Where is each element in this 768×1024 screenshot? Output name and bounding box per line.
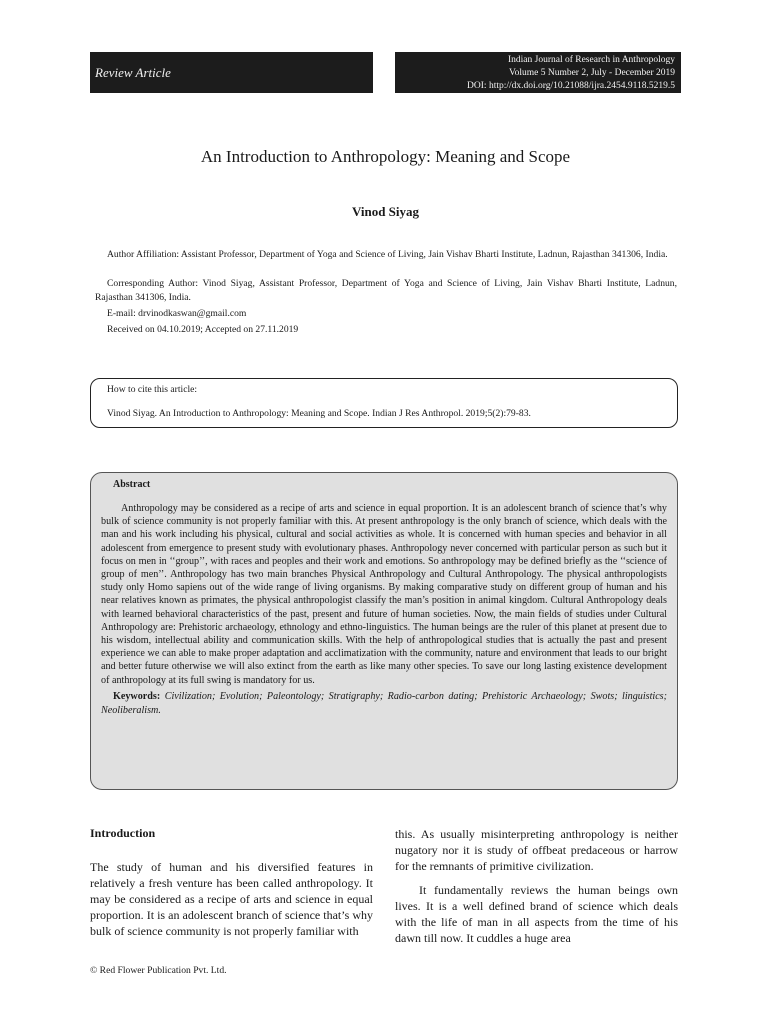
journal-name: Indian Journal of Research in Anthropology <box>507 55 675 65</box>
keywords-label: Keywords: <box>113 690 161 702</box>
keywords <box>101 690 667 718</box>
right-column <box>395 826 678 946</box>
journal-doi[interactable]: DOI: http://dx.doi.org/10.21088/ijra.2454.9118.5219.5 <box>467 81 675 91</box>
intro-paragraph-2: this. As usually misinterpreting anthropology is neither nugatory nor it is study of offbeat predaceous or harrow for the remnants of primitive civilization. <box>395 827 678 873</box>
journal-volume: Volume 5 Number 2, July - December 2019 <box>508 68 675 78</box>
article-type: Review Article <box>95 64 171 80</box>
author-affiliation: Author Affiliation: Assistant Professor, Department of Yoga and Science of Living, Jain Vishav Bharti Institute, Ladnun, Rajasthan 341306, India. <box>107 249 668 260</box>
author-name: Vinod Siyag <box>351 204 420 219</box>
abstract-box <box>90 472 678 790</box>
intro-paragraph-3: It fundamentally reviews the human beings own lives. It is a well defined brand of science which deals with the life of man in all aspects from the time of his dawn till now. It cuddles a huge area <box>395 883 678 945</box>
journal-banner <box>395 52 681 93</box>
corresponding-author: Corresponding Author: Vinod Siyag, Assistant Professor, Department of Yoga and Science of Living, Jain Vishav Bharti Institute, Ladnun, Rajasthan 341306, India. <box>95 278 677 303</box>
author-email[interactable]: E-mail: drvinodkaswan@gmail.com <box>107 308 247 319</box>
left-column <box>90 826 373 939</box>
article-type-banner <box>90 52 373 93</box>
introduction-heading: Introduction <box>90 826 156 840</box>
keywords-list: Civilization; Evolution; Paleontology; Stratigraphy; Radio-carbon dating; Prehistoric Archaeology; Swots; linguistics; Neoliberalism. <box>101 690 667 716</box>
publisher-footer: © Red Flower Publication Pvt. Ltd. <box>90 965 227 976</box>
abstract-text: Anthropology may be considered as a recipe of arts and science in equal proportion. It is an adolescent branch of science that’s why bulk of science community is not properly familiar with this. At present anthropology is the only branch of science, which deals with the man and his work including his physical, cultural and social activities as whole. It is concerned with human species and behavior in all adolescent from emergence to present study with evolutionary phases. Anthropology never concerned with particular person as such but it focus on men in ‘‘group’’, with races and peoples and their work and emotions. So anthropology may be defined briefly as the ‘‘science of group of men’’. Anthropology has two main branches Physical Anthropology and Cultural Anthropology. The physical anthropologists study only Homo sapiens out of the wide range of living organisms. By making comparative study on different group of human and his near relatives known as primates, the physical anthropologist classify the man’s position in animal kingdom. Cultural Anthropology deals with learned behavioral characteristics of the past, present and future of human societies. Now, the main fields of studies under Cultural Anthropology are: Prehistoric archaeology, ethnology and ethno-linguistics. The human beings are the ruler of this planet at present due to his wisdom, intellectual ability and communication skills. With the help of anthropological studies that is actually the past and present experience we can able to make proper adaptation and acclimatization with the community, nature and environment that leads to our bright and better future otherwise we will also extinct from the earth as like many other species. To save our long lasting existence development of anthropology at its full swing is mandatory for us. <box>101 503 667 686</box>
intro-paragraph-1: The study of human and his diversified features in relatively a fresh venture has been called anthropology. It may be considered as a recipe of arts and science in equal proportion. It is an adolescent branch of science that’s why bulk of science community is not properly familiar with <box>90 860 373 938</box>
abstract-heading: Abstract <box>113 479 151 490</box>
citation-box <box>90 378 678 428</box>
paper-title: An Introduction to Anthropology: Meaning and Scope <box>200 147 571 166</box>
received-dates: Received on 04.10.2019; Accepted on 27.11.2019 <box>107 324 299 335</box>
citation-heading: How to cite this article: <box>107 384 198 395</box>
citation-text: Vinod Siyag. An Introduction to Anthropology: Meaning and Scope. Indian J Res Anthropol. 2019;5(2):79-83. <box>107 408 531 419</box>
